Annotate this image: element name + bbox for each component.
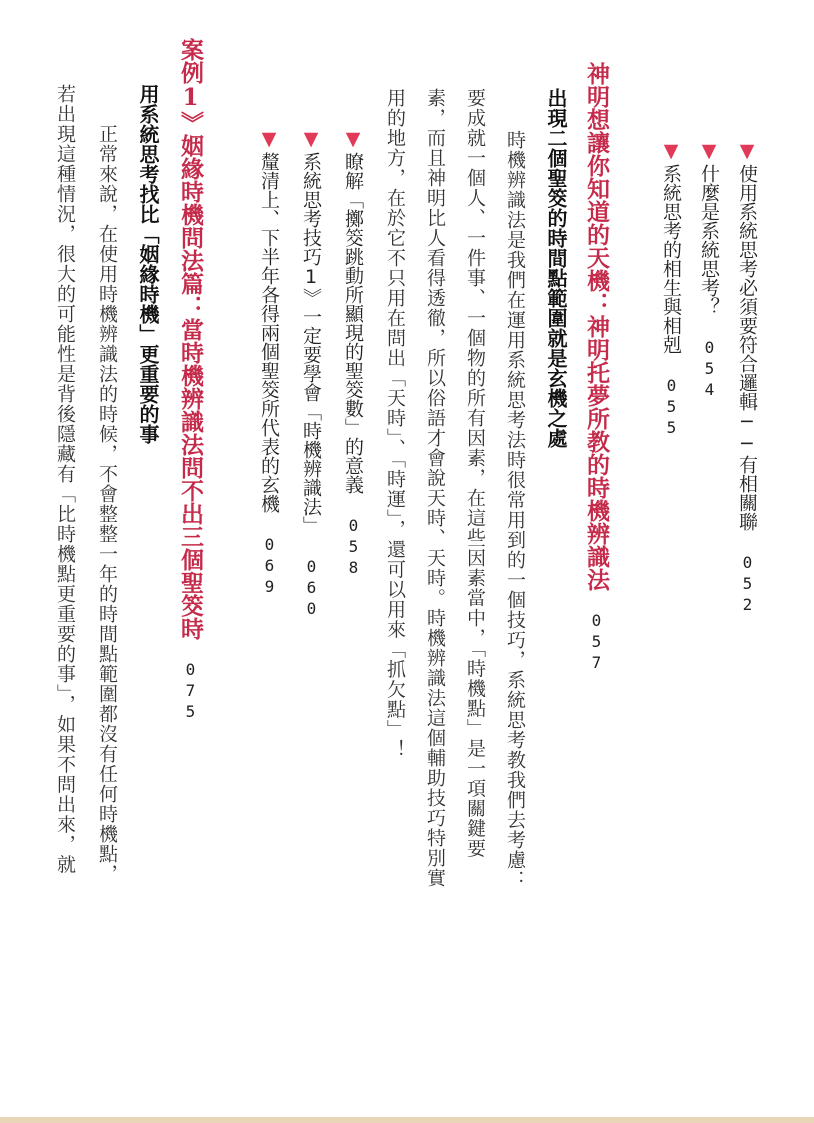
- paragraph-line: 正常來說，在使用時機辨識法的時候，不會整整一年的時間點範圍都沒有任何時機點，: [96, 124, 118, 884]
- toc-item-label: 釐清上、下半年各得兩個聖筊所代表的玄機: [258, 152, 280, 513]
- page-number: 057: [587, 611, 606, 674]
- toc-item[interactable]: [737, 140, 756, 616]
- toc-item[interactable]: [259, 128, 278, 598]
- paragraph-line: 要成就一個人、一件事、一個物的所有因素，在這些因素當中，「時機點」是一項關鍵要: [464, 88, 486, 859]
- paragraph-line: 素，而且神明比人看得透徹，所以俗語才會說天時、天時。時機辨識法這個輔助技巧特別實: [424, 88, 446, 888]
- chapter-title[interactable]: 神明想讓你知道的天機：神明托夢所教的時機辨識法057: [583, 62, 610, 674]
- toc-item-label: 系統思考技巧1》一定要學會「時機辨識法」: [300, 152, 322, 535]
- toc-item-label: 系統思考的相生與相剋: [660, 164, 682, 354]
- page-number: 075: [181, 660, 200, 723]
- triangle-icon: ▼: [736, 140, 758, 162]
- triangle-icon: ▼: [698, 140, 720, 162]
- chapter-subtitle: 出現二個聖筊的時間點範圍就是玄機之處: [544, 88, 568, 448]
- page-number: 054: [700, 338, 719, 401]
- paragraph-line: 若出現這種情況，很大的可能性是背後隱藏有「比時機點更重要的事」，如果不問出來，就: [54, 84, 76, 875]
- triangle-icon: ▼: [300, 128, 322, 150]
- toc-item[interactable]: [343, 128, 362, 579]
- toc-item-label: 什麼是系統思考？: [698, 164, 720, 316]
- triangle-icon: ▼: [660, 140, 682, 162]
- page-number: 055: [662, 376, 681, 439]
- paragraph-line: 時機辨識法是我們在運用系統思考法時很常用到的一個技巧，系統思考教我們去考慮：: [504, 130, 526, 890]
- toc-item[interactable]: [301, 128, 320, 620]
- case-subtitle: 用系統思考找比「姻緣時機」更重要的事: [136, 84, 160, 444]
- triangle-icon: ▼: [342, 128, 364, 150]
- toc-item[interactable]: [699, 140, 718, 401]
- page-number: 060: [302, 557, 321, 620]
- page-number: 058: [344, 516, 363, 579]
- triangle-icon: ▼: [258, 128, 280, 150]
- toc-item-label: 瞭解「擲筊跳動所顯現的聖筊數」的意義: [342, 152, 364, 494]
- case-title[interactable]: 案例1》姻緣時機問法篇：當時機辨識法問不出三個聖筊時075: [177, 38, 204, 723]
- toc-item-label: 使用系統思考必須要符合邏輯──有相關聯: [736, 164, 758, 531]
- toc-item[interactable]: [661, 140, 680, 439]
- paragraph-line: 用的地方，在於它不只用在問出「天時」、「時運」，還可以用來「抓欠點」！: [384, 88, 406, 760]
- page-number: 052: [738, 553, 757, 616]
- page-number: 069: [260, 535, 279, 598]
- footer-bar: [0, 1117, 814, 1123]
